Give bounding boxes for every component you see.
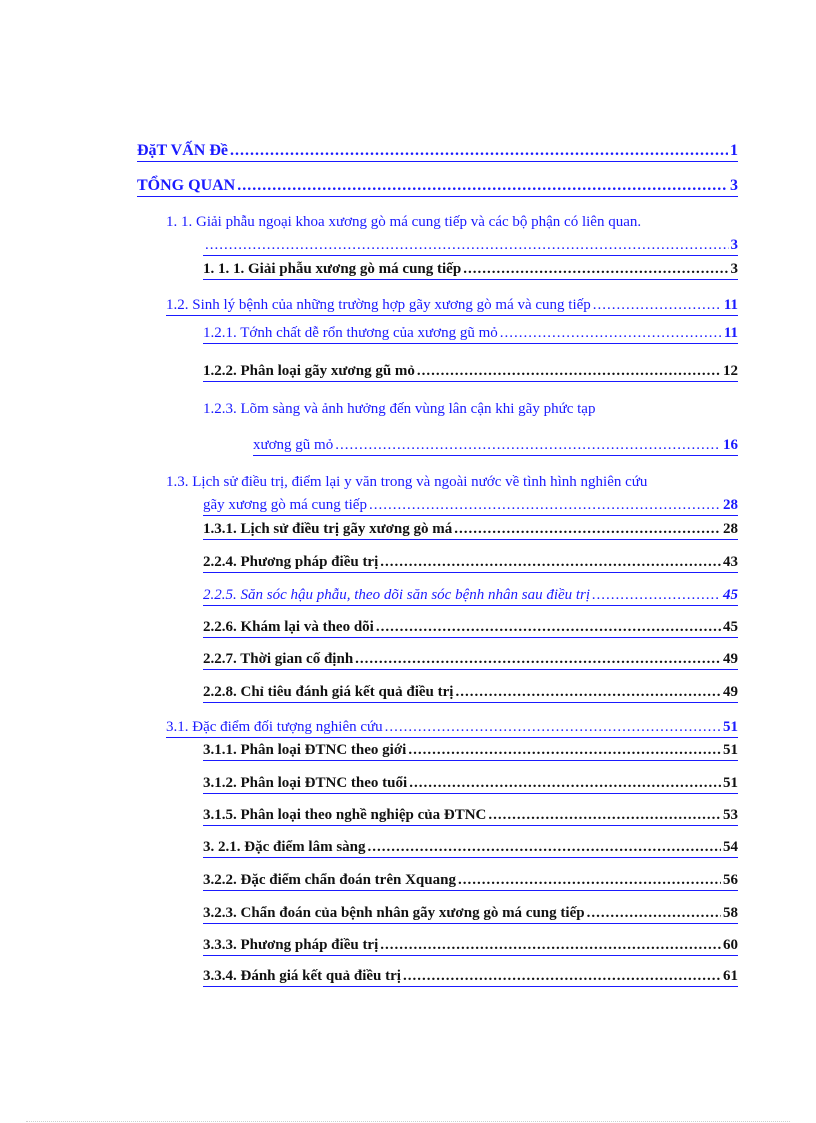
toc-entry[interactable] bbox=[203, 553, 738, 573]
toc-entry[interactable] bbox=[166, 296, 738, 316]
toc-entry-page: 49 bbox=[723, 684, 738, 700]
leader-dots bbox=[408, 741, 721, 759]
toc-entry[interactable] bbox=[203, 871, 738, 891]
toc-entry-label: 3.3.4. Đánh giá kết quả điều trị bbox=[203, 968, 401, 984]
toc-entry-label: 1.3.1. Lịch sử điều trị gãy xương gò má bbox=[203, 521, 453, 537]
toc-entry-page: 54 bbox=[723, 839, 738, 855]
toc-entry-page: 60 bbox=[723, 937, 738, 953]
toc-entry[interactable] bbox=[203, 496, 738, 516]
toc-entry-page: 3 bbox=[730, 177, 738, 194]
toc-entry-label: 1.2.3. Lõm sàng và ảnh hưởng đến vùng lân cận khi gãy phức tạp bbox=[203, 401, 596, 417]
toc-entry-label: 1.2. Sinh lý bệnh của những trường hợp gãy xương gò má và cung tiếp bbox=[166, 297, 591, 313]
toc-entry-page: 28 bbox=[723, 497, 738, 513]
toc-entry-label: 2.2.4. Phương pháp điều trị bbox=[203, 554, 379, 570]
toc-entry-page: 3 bbox=[730, 261, 738, 277]
leader-dots bbox=[488, 806, 721, 824]
leader-dots bbox=[368, 838, 722, 856]
toc-entry[interactable] bbox=[203, 904, 738, 924]
leader-dots bbox=[592, 586, 721, 604]
toc-entry-wrapped-line[interactable] bbox=[203, 400, 738, 418]
toc-entry-label: 2.2.6. Khám lại và theo dõi bbox=[203, 619, 374, 635]
toc-entry-label: gãy xương gò má cung tiếp bbox=[203, 497, 367, 513]
toc-entry-page: 51 bbox=[723, 742, 738, 758]
toc-entry[interactable] bbox=[203, 936, 738, 956]
toc-entry-label: 1.3. Lịch sử điều trị, điểm lại y văn trong và ngoài nước về tình hình nghiên cứu bbox=[166, 474, 648, 490]
toc-entry-label: 3.1.5. Phân loại theo nghề nghiệp của ĐTNC bbox=[203, 807, 487, 823]
leader-dots bbox=[417, 362, 721, 380]
leader-dots bbox=[500, 324, 722, 342]
leader-dots bbox=[205, 236, 729, 254]
toc-entry[interactable] bbox=[203, 586, 738, 606]
toc-entry[interactable] bbox=[203, 683, 738, 703]
leader-dots bbox=[593, 296, 722, 314]
toc-entry[interactable] bbox=[203, 650, 738, 670]
leader-dots bbox=[380, 553, 721, 571]
toc-entry-wrapped-line[interactable] bbox=[166, 213, 738, 231]
toc-entry-page: 51 bbox=[723, 775, 738, 791]
page-bottom-border bbox=[26, 1121, 790, 1122]
toc-entry-label: 3.1.2. Phân loại ĐTNC theo tuổi bbox=[203, 775, 408, 791]
toc-entry-label: 2.2.8. Chỉ tiêu đánh giá kết quả điều trị bbox=[203, 684, 454, 700]
toc-entry-label: 1. 1. 1. Giải phẫu xương gò má cung tiếp bbox=[203, 261, 462, 277]
leader-dots bbox=[458, 871, 721, 889]
toc-entry-page: 11 bbox=[723, 325, 738, 341]
toc-entry-page: 45 bbox=[723, 619, 738, 635]
toc-entry[interactable] bbox=[203, 838, 738, 858]
leader-dots bbox=[355, 650, 721, 668]
toc-entry-label: 1.2.2. Phân loại gãy xương gũ mỏ bbox=[203, 363, 415, 379]
toc-entry-page: 49 bbox=[723, 651, 738, 667]
toc-entry-page: 28 bbox=[723, 521, 738, 537]
toc-entry-page: 12 bbox=[723, 363, 738, 379]
toc-entry-page: 3 bbox=[730, 237, 738, 253]
toc-entry[interactable] bbox=[203, 806, 738, 826]
toc-entry-page: 16 bbox=[723, 437, 738, 453]
toc-entry-label: 2.2.5. Săn sóc hậu phẫu, theo dõi săn sóc bệnh nhân sau điều trị bbox=[203, 587, 591, 603]
toc-entry-label: 3.3.3. Phương pháp điều trị bbox=[203, 937, 379, 953]
leader-dots bbox=[455, 683, 721, 701]
toc-entry[interactable] bbox=[203, 774, 738, 794]
toc-entry-page: 1 bbox=[730, 142, 738, 159]
toc-entry[interactable] bbox=[203, 260, 738, 280]
toc-entry-label: 3.1. Đặc điểm đối tượng nghiên cứu bbox=[166, 719, 383, 735]
leader-dots bbox=[587, 904, 721, 922]
toc-entry[interactable] bbox=[203, 741, 738, 761]
leader-dots bbox=[369, 496, 721, 514]
toc-entry-label: 3.1.1. Phân loại ĐTNC theo giới bbox=[203, 742, 407, 758]
leader-dots bbox=[335, 436, 721, 454]
toc-entry-label: 3. 2.1. Đặc điểm lâm sàng bbox=[203, 839, 366, 855]
toc-entry-continuation[interactable] bbox=[203, 236, 738, 256]
toc-entry-page: 45 bbox=[723, 587, 738, 603]
toc-entry-label: 2.2.7. Thời gian cố định bbox=[203, 651, 354, 667]
leader-dots bbox=[376, 618, 721, 636]
toc-entry[interactable] bbox=[203, 967, 738, 987]
toc-entry[interactable] bbox=[137, 177, 738, 197]
toc-entry-wrapped-line[interactable] bbox=[166, 473, 738, 491]
leader-dots bbox=[237, 177, 728, 195]
leader-dots bbox=[454, 520, 721, 538]
toc-entry-label: 3.2.2. Đặc điểm chẩn đoán trên Xquang bbox=[203, 872, 456, 888]
leader-dots bbox=[409, 774, 721, 792]
toc-entry[interactable] bbox=[203, 362, 738, 382]
leader-dots bbox=[380, 936, 721, 954]
leader-dots bbox=[463, 260, 728, 278]
toc-entry-label: 1.2.1. Tớnh chất dễ rổn thương của xương gũ mỏ bbox=[203, 325, 498, 341]
toc-entry-label: ĐặT VẤN Đề bbox=[137, 142, 228, 159]
toc-entry-page: 11 bbox=[723, 297, 738, 313]
toc-entry[interactable] bbox=[137, 142, 738, 162]
leader-dots bbox=[403, 967, 721, 985]
toc-entry[interactable] bbox=[253, 436, 738, 456]
toc-entry-page: 51 bbox=[723, 719, 738, 735]
toc-entry[interactable] bbox=[203, 520, 738, 540]
toc-entry[interactable] bbox=[166, 718, 738, 738]
toc-entry-label: TỔNG QUAN bbox=[137, 177, 236, 194]
leader-dots bbox=[385, 718, 721, 736]
toc-entry-page: 43 bbox=[723, 554, 738, 570]
toc-entry-page: 58 bbox=[723, 905, 738, 921]
toc-entry[interactable] bbox=[203, 618, 738, 638]
toc-entry[interactable] bbox=[203, 324, 738, 344]
toc-entry-page: 56 bbox=[723, 872, 738, 888]
toc-entry-page: 61 bbox=[723, 968, 738, 984]
toc-entry-page: 53 bbox=[723, 807, 738, 823]
toc-entry-label: xương gũ mỏ bbox=[253, 437, 334, 453]
leader-dots bbox=[230, 142, 728, 160]
toc-entry-label: 1. 1. Giải phẫu ngoại khoa xương gò má cung tiếp và các bộ phận có liên quan. bbox=[166, 214, 642, 230]
toc-entry-label: 3.2.3. Chẩn đoán của bệnh nhân gãy xương gò má cung tiếp bbox=[203, 905, 585, 921]
